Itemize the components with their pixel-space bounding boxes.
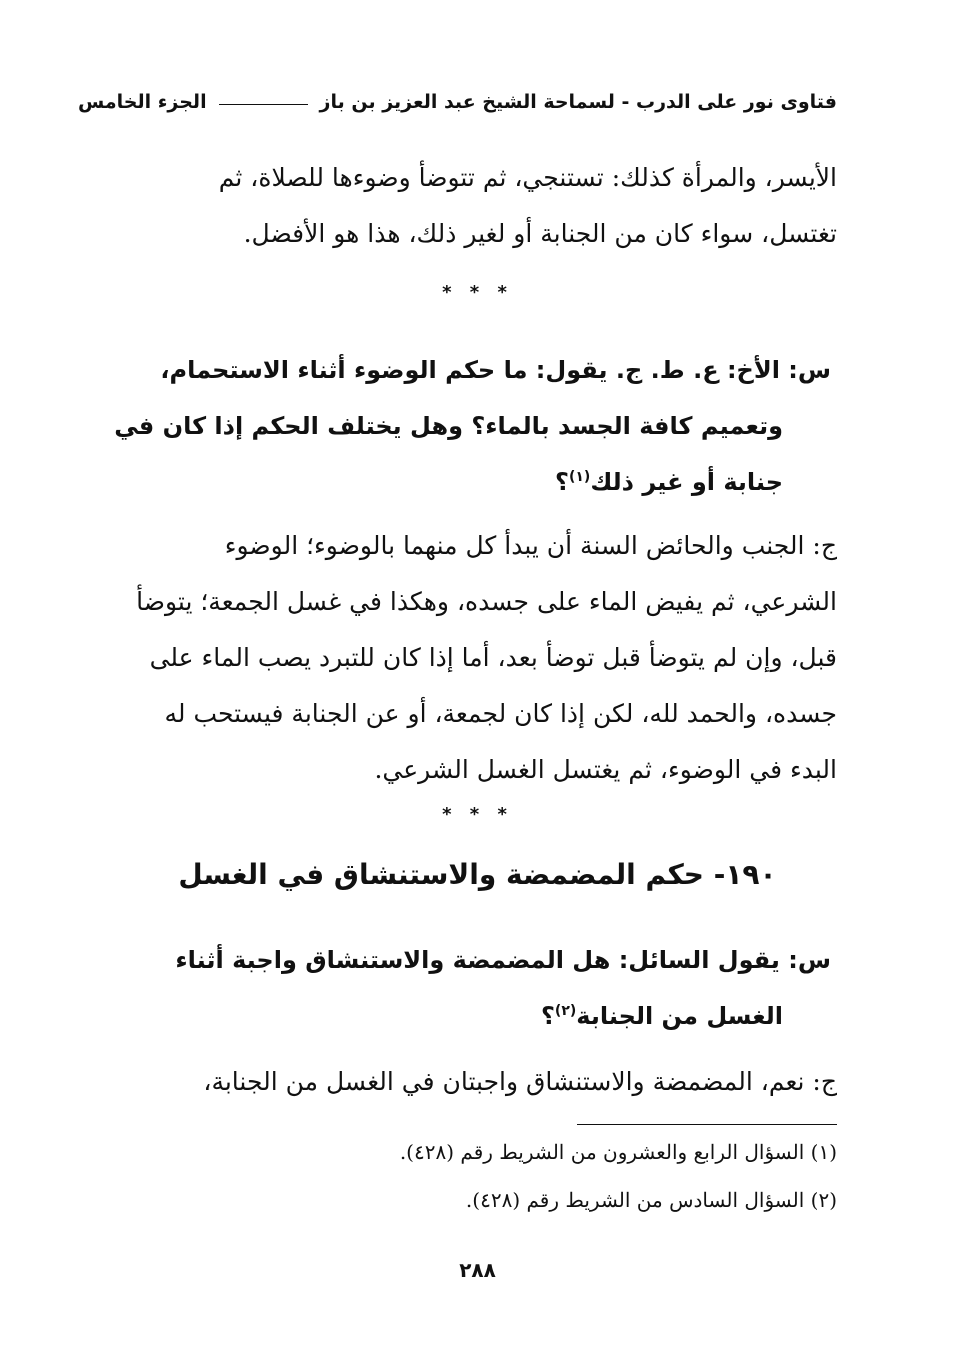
question-text: جنابة أو غير ذلك [590,468,783,496]
footnote-1: (١) السؤال الرابع والعشرون من الشريط رقم (٤٢٨). [399,1140,837,1164]
text-line: البدء في الوضوء، ثم يغتسل الغسل الشرعي. [374,755,837,784]
question-end: ؟ [541,1002,555,1030]
series-title: فتاوى نور على الدرب - لسماحة الشيخ عبد العزيز بن باز [319,91,837,113]
section-separator: * * * [442,804,513,825]
answer-2 [78,1054,837,1110]
volume-label: الجزء الخامس [78,91,207,113]
text-line: ج: الجنب والحائض السنة أن يبدأ كل منهما بالوضوء؛ الوضوء [224,531,837,560]
question-1 [108,342,831,510]
text-line: جسده، والحمد لله، لكن إذا كان لجمعة، أو عن الجنابة فيستحب له [164,699,837,728]
page-number: ٢٨٨ [459,1258,496,1282]
text-line: ج: نعم، المضمضة والاستنشاق واجبتان في الغسل من الجنابة، [203,1067,837,1096]
section-separator: * * * [442,282,513,303]
running-header [78,88,837,116]
text-line: الشرعي، ثم يفيض الماء على جسده، وهكذا في غسل الجمعة؛ يتوضأ [136,587,837,616]
text-line: الأيسر، والمرأة كذلك: تستنجي، ثم تتوضأ وضوءها للصلاة، ثم [218,163,837,192]
footnote-2: (٢) السؤال السادس من الشريط رقم (٤٢٨). [465,1188,837,1212]
section-title: ١٩٠- حكم المضمضة والاستنشاق في الغسل [178,858,777,891]
text-line: تغتسل، سواء كان من الجنابة أو لغير ذلك، هذا هو الأفضل. [243,219,837,248]
footnote-ref: (٢) [554,1003,577,1019]
question-end: ؟ [555,468,569,496]
question-line: س: يقول السائل: هل المضمضة والاستنشاق واجبة أثناء [175,946,831,974]
question-line: وتعميم كافة الجسد بالماء؟ وهل يختلف الحكم إذا كان في [114,412,783,440]
text-line: قبل، وإن لم يتوضأ قبل توضأ بعد، أما إذا كان للتبرد يصب الماء على [149,643,837,672]
header-rule [219,104,308,105]
question-line-last [108,454,783,510]
continuation-paragraph [78,150,837,262]
question-line: س: الأخ: ع. ط. ج. يقول: ما حكم الوضوء أثناء الاستحمام، [160,356,831,384]
answer-1 [78,518,837,798]
question-2 [98,932,831,1044]
question-line-last [98,988,783,1044]
footnote-ref: (١) [568,469,591,485]
question-text: الغسل من الجنابة [576,1002,783,1030]
footnote-rule [577,1124,837,1125]
